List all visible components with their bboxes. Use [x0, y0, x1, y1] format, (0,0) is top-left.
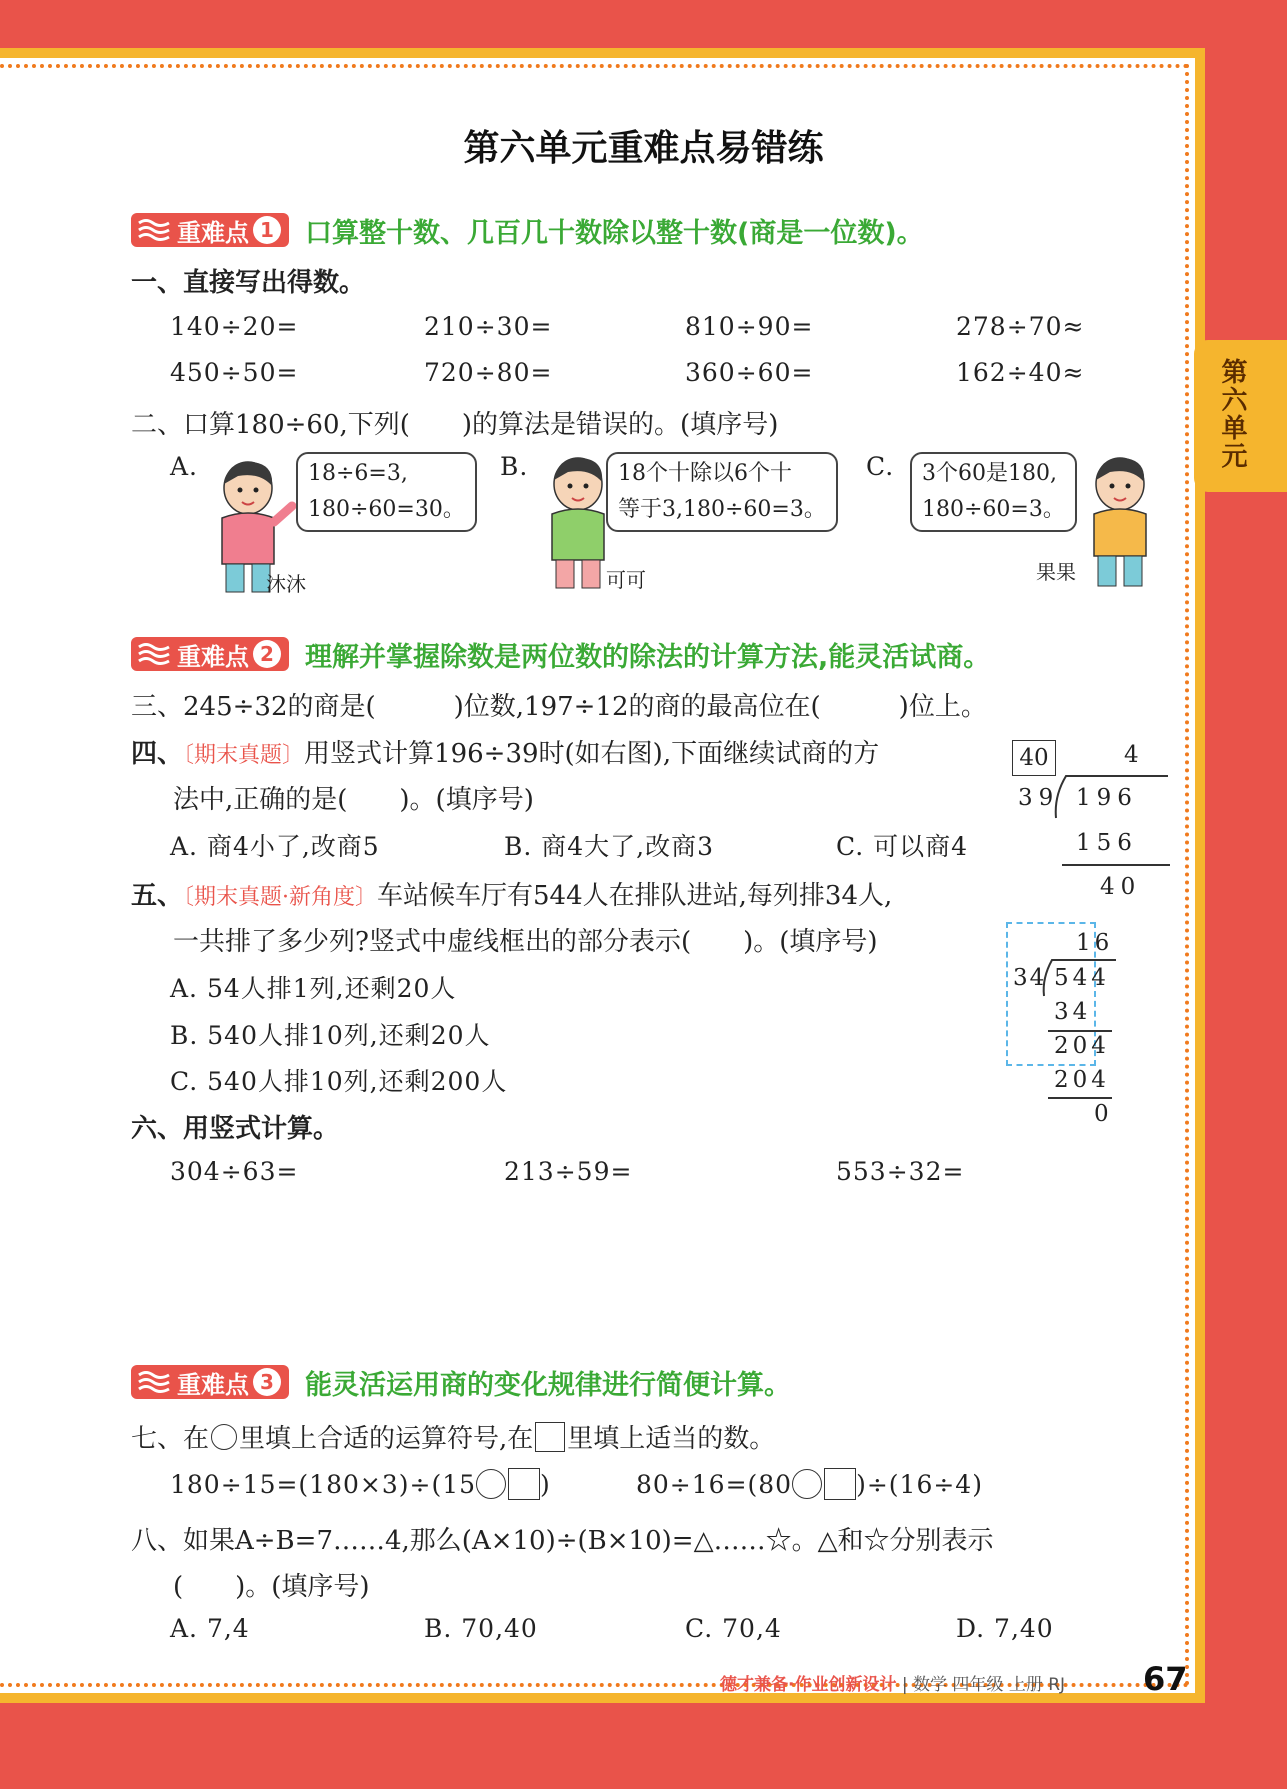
footer-brand: 德才兼备·作业创新设计 [720, 1675, 897, 1695]
q4-tag: 〔期末真题〕 [183, 743, 305, 768]
q5-option: A. 54人排1列,还剩20人 [170, 974, 457, 1003]
page-title: 第六单元重难点易错练 [463, 128, 824, 169]
q5-option: B. 540人排10列,还剩20人 [170, 1021, 491, 1050]
q2-option-label: B. [500, 452, 529, 481]
q7-heading: 七、在 里填上合适的运算符号,在 里填上适当的数。 [131, 1418, 775, 1455]
q1-item: 162÷40≈ [956, 358, 1085, 387]
speech-bubble-a: 18÷6=3, 180÷60=30。 [296, 452, 477, 532]
key-point-badge: 重难点 2 [131, 637, 289, 671]
q5-line1: 五、〔期末真题·新角度〕车站候车厅有544人在排队进站,每列排34人, [131, 881, 893, 911]
key-point-text: 理解并掌握除数是两位数的除法的计算方法,能灵活试商。 [305, 641, 991, 673]
operator-circle-blank[interactable] [792, 1469, 822, 1499]
key-point-1 [131, 212, 924, 248]
q5-line2: 一共排了多少列?竖式中虚线框出的部分表示( )。(填序号) [173, 927, 878, 957]
number-box-blank[interactable] [508, 1468, 540, 1500]
boy-guoguo-illustration [1080, 452, 1160, 592]
operator-circle-icon [211, 1424, 237, 1450]
q7-equation-2: 80÷16=(80 )÷(16÷4) [636, 1469, 983, 1499]
q1-item: 140÷20= [170, 312, 299, 341]
q4-option: B. 商4大了,改商3 [504, 832, 715, 861]
q6-heading: 六、用竖式计算。 [131, 1114, 340, 1144]
footer-info: | 数学 四年级 上册 RJ [901, 1675, 1066, 1695]
number-box-icon [535, 1422, 565, 1452]
speech-bubble-c: 3个60是180, 180÷60=3。 [910, 452, 1077, 532]
key-point-2 [131, 636, 990, 672]
q8-option: C. 70,4 [685, 1614, 782, 1643]
unit-side-tab [1194, 340, 1287, 492]
q2-heading: 二、口算180÷60,下列( )的算法是错误的。(填序号) [131, 410, 779, 440]
q8-option: A. 7,4 [170, 1614, 250, 1643]
q8-option: B. 70,40 [424, 1614, 538, 1643]
q7-equation-1: 180÷15=(180×3)÷(15 ) [170, 1469, 551, 1499]
kid-name: 果果 [1036, 560, 1076, 584]
kid-name: 沐沐 [266, 572, 306, 596]
number-box-blank[interactable] [824, 1468, 856, 1500]
q2-option-label: A. [170, 452, 199, 481]
waves-icon [137, 218, 171, 242]
key-point-3 [131, 1364, 791, 1400]
key-point-badge: 重难点 3 [131, 1365, 289, 1399]
q1-item: 450÷50= [170, 358, 299, 387]
q8-option: D. 7,40 [956, 1614, 1054, 1643]
q5-tag: 〔期末真题·新角度〕 [183, 885, 378, 910]
q1-item: 210÷30= [424, 312, 553, 341]
page-number: 67 [1143, 1660, 1188, 1698]
operator-circle-blank[interactable] [476, 1469, 506, 1499]
q6-item: 213÷59= [504, 1157, 633, 1186]
q4-option: C. 可以商4 [836, 832, 969, 861]
page-footer [720, 1670, 1065, 1695]
speech-bubble-b: 18个十除以6个十 等于3,180÷60=3。 [606, 452, 838, 532]
key-point-text: 能灵活运用商的变化规律进行简便计算。 [305, 1369, 791, 1401]
unit-side-tab-label: 第六单元 [1217, 358, 1247, 470]
q4-line2: 法中,正确的是( )。(填序号) [173, 785, 534, 815]
q4-option: A. 商4小了,改商5 [170, 832, 380, 861]
waves-icon [137, 1370, 171, 1394]
q1-item: 810÷90= [685, 312, 814, 341]
q8-line2: ( )。(填序号) [173, 1572, 370, 1602]
q1-item: 360÷60= [685, 358, 814, 387]
key-point-text: 口算整十数、几百几十数除以整十数(商是一位数)。 [305, 217, 924, 249]
key-point-badge: 重难点 1 [131, 213, 289, 247]
q8-line1: 八、如果A÷B=7……4,那么(A×10)÷(B×10)=△……☆。△和☆分别表示 [131, 1526, 994, 1556]
kid-name: 可可 [606, 568, 646, 592]
q6-item: 304÷63= [170, 1157, 299, 1186]
q2-option-label: C. [866, 452, 895, 481]
waves-icon [137, 642, 171, 666]
q4-line1: 四、〔期末真题〕用竖式计算196÷39时(如右图),下面继续试商的方 [131, 739, 880, 769]
q5-option: C. 540人排10列,还剩200人 [170, 1067, 508, 1096]
q1-item: 278÷70≈ [956, 312, 1085, 341]
q6-item: 553÷32= [836, 1157, 965, 1186]
q1-item: 720÷80= [424, 358, 553, 387]
boxed-value: 40 [1012, 740, 1056, 776]
q1-heading: 一、直接写出得数。 [131, 268, 366, 298]
q3-text: 三、245÷32的商是( )位数,197÷12的商的最高位在( )位上。 [131, 692, 987, 722]
